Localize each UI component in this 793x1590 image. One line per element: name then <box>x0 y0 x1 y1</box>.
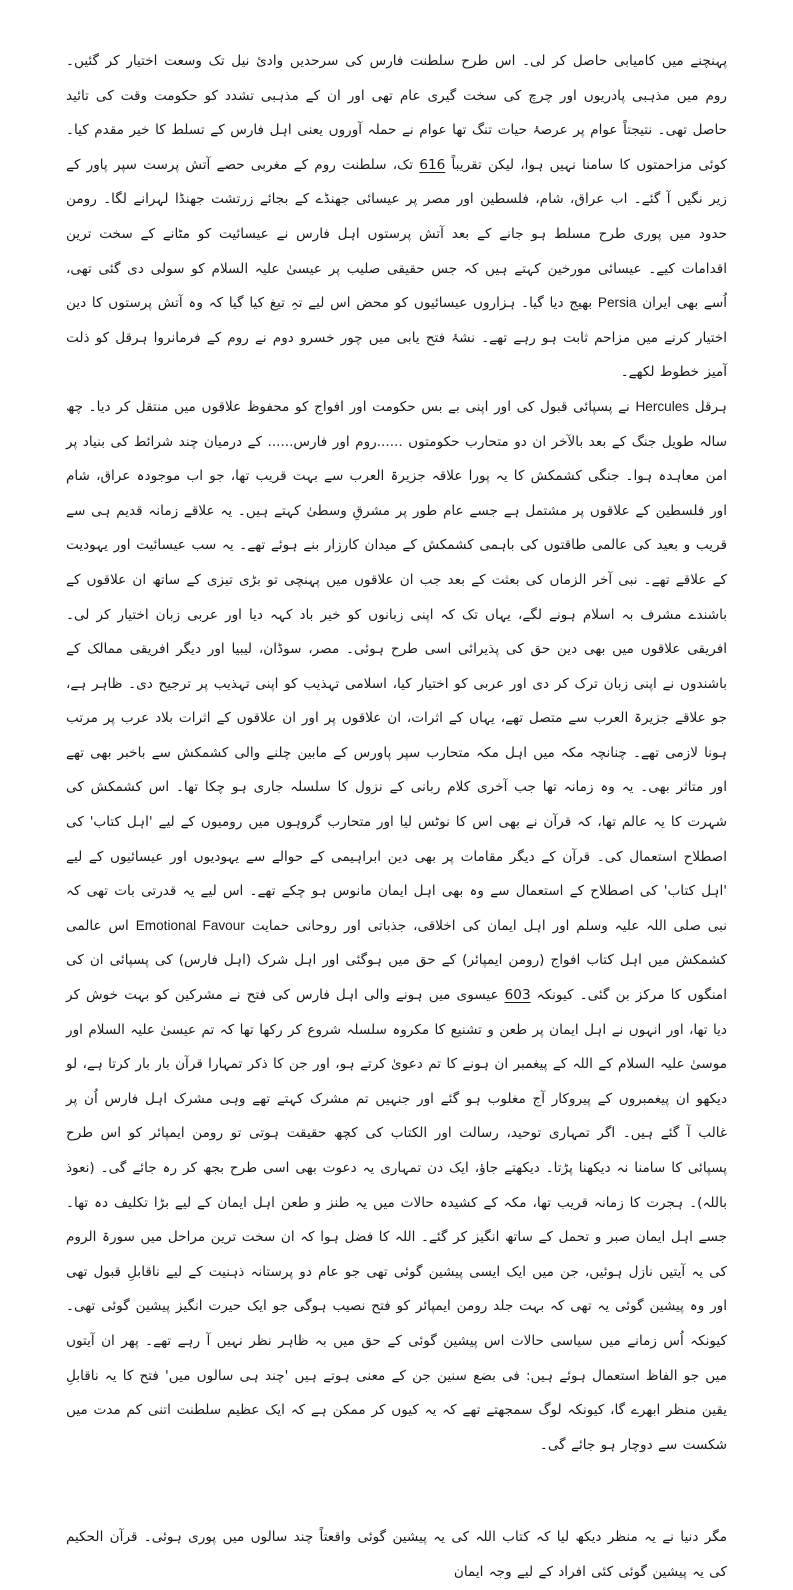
paragraph-2 <box>66 390 727 1462</box>
year-616: 616 <box>419 156 446 173</box>
paragraph-1-text-c: بھیج دیا گیا۔ ہزاروں عیسائیوں کو محض اس لیے تہِ تیغ کیا گیا کہ وہ آتش پرستوں کا دین اختیار کرنے میں مزاحم ثابت ہو رہے تھے۔ نشۂ فتح یابی میں چور خسرو دوم نے روم کے فرمانروا ہرقل کو ذلت آمیز خطوط لکھے۔ <box>66 295 727 381</box>
paragraph-3 <box>66 1520 727 1589</box>
persia-term: Persia <box>597 295 637 311</box>
year-603: 603 <box>504 987 531 1004</box>
paragraph-2-text-b: نے پسپائی قبول کی اور اپنی بے بس حکومت اور افواج کو محفوظ علاقوں میں منتقل کر دیا۔ چھ سالہ طویل جنگ کے بعد بالآخر ان دو متحارب حکومتوں ......روم اور فارس...... کے درمیان چند شرائط کی بنیاد پر امن معاہدہ ہوا۔ جنگی کشمکش کا یہ پورا علاقہ جزیرۃ العرب سے بہت قریب تھا، جو اب موجودہ عراق، شام اور فلسطین کے علاقوں پر مشتمل ہے جسے عام طور پر مشرقِ وسطیٰ کہتے ہیں۔ یہ علاقے زمانہ قدیم ہی سے قریب و بعید کی عالمی طاقتوں کی باہمی کشمکش کے میدان کارزار بنے ہوئے تھے۔ یہ سب عیسائیت اور یہودیت کے علاقے تھے۔ نبی آخر الزماں کی بعثت کے بعد جب ان علاقوں میں پہنچی تو بڑی تیزی کے ساتھ ان علاقوں کے باشندے مشرف بہ اسلام ہونے لگے، یہاں تک کہ اپنی زبانوں کو خیر باد کہہ دیا اور عربی زبان اختیار کر لی۔ افریقی علاقوں میں بھی دین حق کی پذیرائی اسی طرح ہوئی۔ مصر، سوڈان، لیبیا اور دیگر افریقی ممالک کے باشندوں نے اپنی زبان ترک کر دی اور عربی کو اختیار کیا، اسلامی تہذیب کو اپنی تہذیب پر ترجیح دی۔ ظاہر ہے، جو علاقے جزیرۃ العرب سے متصل تھے، یہاں کے اثرات، ان علاقوں پر اور ان علاقوں کے اثرات بلاد عرب پر مرتب ہونا لازمی تھے۔ چنانچہ مکہ میں اہل مکہ متحارب سپر پاورس کے مابین چلنے والی کشمکش سے باخبر بھی تھے اور متاثر بھی۔ یہ وہ زمانہ تھا جب آخری کلام ربانی کے نزول کا سلسلہ جاری ہو چکا تھا۔ اس کشمکش کی شہرت کا یہ عالم تھا، کہ قرآن نے بھی اس کا نوٹس لیا اور متحارب گروہوں میں رومیوں کے لیے 'اہل کتاب' کی اصطلاح استعمال کی۔ قرآن کے دیگر مقامات پر بھی دین ابراہیمی کے حوالے سے یہودیوں اور عیسائیوں کے لیے 'اہل کتاب' کی اصطلاح کے استعمال سے وہ بھی اہل ایمان مانوس ہو چکے تھے۔ اس لیے یہ قدرتی بات تھی کہ نبی صلی اللہ علیہ وسلم اور اہل ایمان کی اخلاقی، جذباتی اور روحانی حمایت <box>66 398 727 934</box>
paragraph-2-text-c: اس عالمی کشمکش میں اہل کتاب افواج (رومن ایمپائر) کے حق میں ہوگئی اور اہل شرک (اہل فارس) کی پسپائی ان کی امنگوں کا مرکز بن گئی۔ کیونکہ <box>66 917 727 1004</box>
paragraph-1 <box>66 44 727 390</box>
emotional-favour-term: Emotional Favour <box>135 917 245 933</box>
paragraph-2-text-d: عیسوی میں ہونے والی اہل فارس کی فتح نے مشرکین کو بہت خوش کر دیا تھا، اور انہوں نے اہل ایمان پر طعن و تشنیع کا مکروہ سلسلہ شروع کر رکھا تھا کہ تم عیسیٰ علیہ السلام اور موسیٰ علیہ السلام کے اللہ کے پیغمبر ان ہونے کا تم دعویٰ کرتے ہو، اور جن کا ذکر تمہارا قرآن بار بار کرتا ہے، لو دیکھو ان پیغمبروں کے پیروکار آج مغلوب ہو گئے اور جنہیں تم مشرک کہتے تھے وہی مشرک اہل فارس اُن پر غالب آ گئے ہیں۔ اگر تمہاری توحید، رسالت اور الکتاب کی کچھ حقیقت ہوتی تو رومن ایمپائر کو اس طرح پسپائی کا سامنا نہ دیکھنا پڑتا۔ دیکھتے جاؤ، ایک دن تمہاری یہ دعوت بھی اسی طرح بجھ کر رہ جائے گی۔ (نعوذ باللہ)۔ ہجرت کا زمانہ قریب تھا، مکہ کے کشیدہ حالات میں یہ طنز و طعن اہل ایمان کے لیے بڑا تکلیف دہ تھا۔ جسے اہل ایمان صبر و تحمل کے ساتھ انگیز کر گئے۔ اللہ کا فضل ہوا کہ ان سخت ترین مراحل میں سورۃ الروم کی یہ آیتیں نازل ہوئیں، جن میں ایک ایسی پیشین گوئی تھی جو عام دو پرستانہ ذہنیت کے لیے ناقابلِ قبول تھی اور وہ پیشین گوئی یہ تھی کہ بہت جلد رومن ایمپائر کو فتح نصیب ہوگی جو ایک حیرت انگیز پیشین گوئی تھی۔ کیونکہ اُس زمانے میں سیاسی حالات اس پیشین گوئی کے حق میں بہ ظاہر نظر نہیں آ رہے تھے۔ پھر ان آیتوں میں جو الفاظ استعمال ہوئے ہیں: فی بضع سنین جن کے معنی ہوتے ہیں 'چند ہی سالوں میں' فتح کا یہ ناقابلِ یقین منظر ابھرے گا، کیونکہ لوگ سمجھتے تھے کہ یہ کیوں کر ممکن ہے کہ ایک عظیم سلطنت اتنی کم مدت میں شکست سے دوچار ہو جائے گی۔ <box>66 987 727 1453</box>
paragraph-1-text-b: تک، سلطنت روم کے مغربی حصے آتش پرست سپر پاور کے زیر نگیں آ گئے۔ اب عراق، شام، فلسطین اور مصر پر عیسائی جھنڈے کے بجائے زرتشت جھنڈا لہرانے لگا۔ رومن حدود میں پوری طرح مسلط ہو جانے کے بعد آتش پرستوں اہل فارس نے عیسائیت کو مٹانے کے سخت ترین اقدامات کیے۔ عیسائی مورخین کہتے ہیں کہ جس حقیقی صلیب پر عیسیٰ علیہ السلام کو سولی دی گئی تھی، اُسے بھی ایران <box>66 156 728 312</box>
paragraph-3-text: مگر دنیا نے یہ منظر دیکھ لیا کہ کتاب اللہ کی یہ پیشین گوئی واقعتاً چند سالوں میں پوری ہوئی۔ قرآن الحکیم کی یہ پیشین گوئی کئی افراد کے لیے وجہ ایمان <box>66 1529 727 1580</box>
paragraph-1-text-a: پہنچنے میں کامیابی حاصل کر لی۔ اس طرح سلطنت فارس کی سرحدیں وادئ نیل تک وسعت اختیار کر گئیں۔ روم میں مذہبی پادریوں اور چرچ کی سخت گیری عام تھی اور ان کے مذہبی تشدد کو حکومت وقت کی تائید حاصل تھی۔ نتیجتاً عوام پر عرصۂ حیات تنگ تھا عوام نے حملہ آوروں یعنی اہل فارس کے تسلط کا خیر مقدم کیا۔ کوئی مزاحمتوں کا سامنا نہیں ہوا، لیکن تقریباً <box>66 53 727 173</box>
hercules-term: Hercules <box>635 398 690 414</box>
paragraph-2-text-a: ہرقل <box>689 398 727 415</box>
